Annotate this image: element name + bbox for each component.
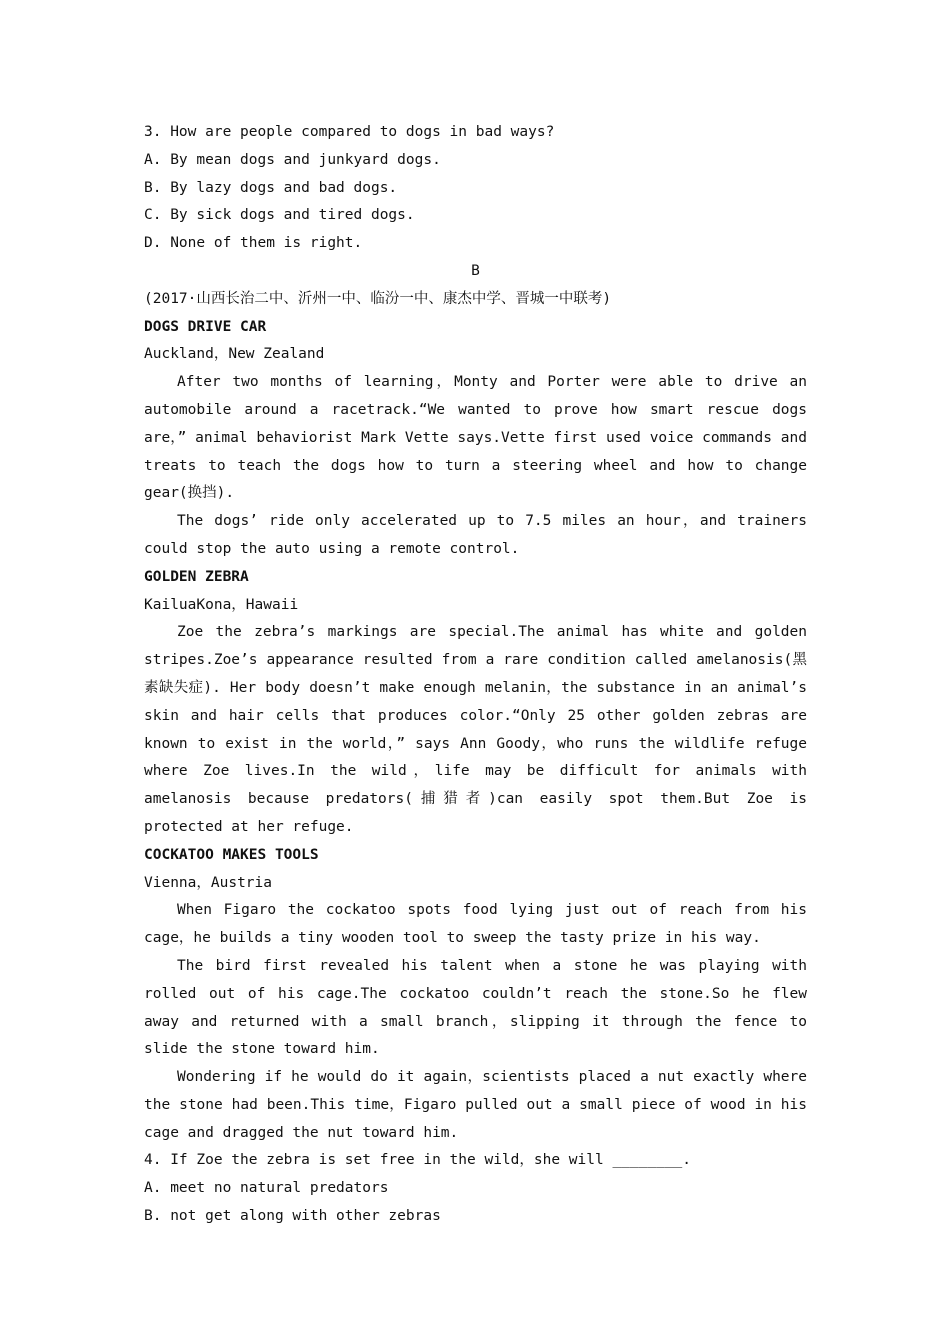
question-3-option-a: A. By mean dogs and junkyard dogs.: [144, 151, 441, 168]
story-3-paragraph-1: When Figaro the cockatoo spots food lying just out of reach from his cage，he builds a tiny wooden tool to sweep the tasty prize in his way.: [144, 902, 807, 947]
section-source: (2017·山西长治二中、沂州一中、临汾一中、康杰中学、晋城一中联考): [144, 290, 612, 307]
question-3-option-c: C. By sick dogs and tired dogs.: [144, 207, 415, 224]
story-1-location: Auckland，New Zealand: [144, 346, 325, 363]
question-4-stem: 4. If Zoe the zebra is set free in the wild，she will ________.: [144, 1152, 692, 1169]
story-2-paragraph-1: Zoe the zebra’s markings are special.The animal has white and golden stripes.Zoe’s appearance resulted from a rare condition called amelanosis(黑素缺失症). Her body doesn’t make enough melanin，the substance in an animal’s skin and hair cells that produces color.“Only 25 other golden zebras are known to exist in the world，” says Ann Goody，who runs the wildlife refuge where Zoe lives.In the wild，life may be difficult for animals with amelanosis because predators(捕猎者)can easily spot them.But Zoe is protected at her refuge.: [144, 624, 807, 835]
question-3-option-b: B. By lazy dogs and bad dogs.: [144, 179, 398, 196]
document-body: [144, 119, 807, 1231]
story-2-location: KailuaKona，Hawaii: [144, 596, 299, 613]
question-4-option-b: B. not get along with other zebras: [144, 1208, 441, 1225]
question-3-stem: 3. How are people compared to dogs in bad ways?: [144, 124, 555, 140]
question-4-option-a: A. meet no natural predators: [144, 1180, 389, 1197]
story-1-paragraph-1: After two months of learning，Monty and Porter were able to drive an automobile around a racetrack.“We wanted to prove how smart rescue dogs are，” animal behaviorist Mark Vette says.Vette first used voice commands and treats to teach the dogs how to turn a steering wheel and how to change gear(换挡).: [144, 374, 807, 502]
section-label: B: [471, 262, 480, 279]
story-1-paragraph-2: The dogs’ ride only accelerated up to 7.5 miles an hour，and trainers could stop the auto using a remote control.: [144, 513, 807, 557]
story-1-title: DOGS DRIVE CAR: [144, 318, 267, 335]
question-3-option-d: D. None of them is right.: [144, 235, 363, 252]
story-3-paragraph-2: The bird first revealed his talent when a stone he was playing with rolled out of his cage.The cockatoo couldn’t reach the stone.So he flew away and returned with a small branch，slipping it through the fence to slide the stone toward him.: [144, 957, 807, 1058]
story-2-title: GOLDEN ZEBRA: [144, 568, 249, 585]
story-3-title: COCKATOO MAKES TOOLS: [144, 846, 319, 863]
story-3-location: Vienna，Austria: [144, 874, 272, 891]
story-3-paragraph-3: Wondering if he would do it again，scientists placed a nut exactly where the stone had been.This time，Figaro pulled out a small piece of wood in his cage and dragged the nut toward him.: [144, 1069, 807, 1141]
